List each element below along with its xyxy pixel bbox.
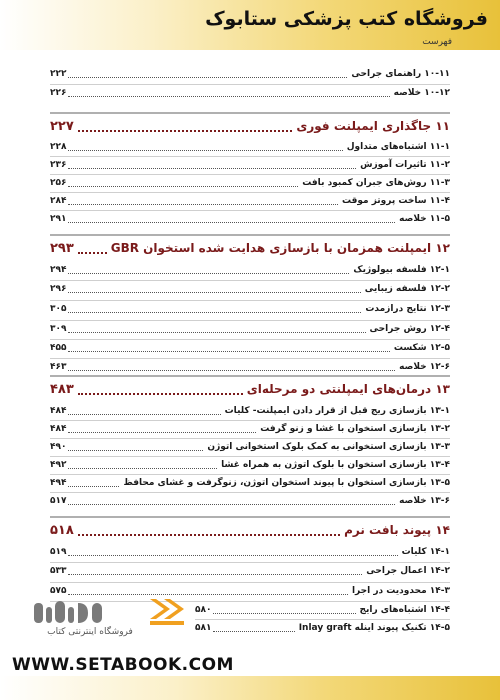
toc-row-title: ۱۴-۱ کلیات (401, 547, 450, 557)
toc-label: فهرست (422, 37, 452, 47)
toc-row-page: ۵۸۱ (195, 623, 212, 633)
chapter-divider (50, 375, 450, 377)
toc-row[interactable] (50, 340, 450, 356)
toc-row[interactable] (50, 403, 450, 419)
toc-row[interactable] (195, 620, 450, 636)
toc-leader-dots (68, 369, 395, 371)
toc-row-page: ۴۵۵ (50, 343, 67, 353)
chapter-title: ۱۲ ایمپلنت همزمان با بازسازی هدایت شده استخوان GBR (110, 241, 450, 255)
toc-leader-dots (68, 167, 356, 169)
toc-row[interactable] (195, 602, 450, 618)
toc-row-title: ۱۲-۳ نتایج درازمدت (365, 304, 450, 314)
toc-row-title: ۱۲-۱ فلسفه بیولوژیک (353, 265, 450, 275)
toc-row-title: ۱۳-۱ بازسازی ریج قبل از قرار دادن ایمپلنت- کلیات (224, 406, 450, 416)
toc-row-title: ۱۳-۳ بازسازی استخوانی به کمک بلوک استخوانی اتوژن (207, 442, 450, 452)
toc-row[interactable] (50, 421, 450, 437)
chapter-heading[interactable] (50, 237, 450, 259)
toc-leader-dots (68, 467, 217, 469)
chapter-title: ۱۴ پیوند بافت نرم (344, 523, 450, 537)
chapter-page: ۴۸۳ (50, 381, 74, 397)
toc-leader-dots (68, 76, 347, 78)
toc-row-page: ۴۶۳ (50, 362, 67, 372)
toc-row-title: ۱۲-۵ شکست (393, 343, 450, 353)
toc-row-title: ۱۳-۴ بازسازی استخوان با بلوک اتوژن به همراه غشا (221, 460, 450, 470)
toc-row-page: ۲۹۶ (50, 284, 67, 294)
toc-row[interactable] (50, 493, 450, 509)
toc-row[interactable] (50, 66, 450, 82)
toc-leader-dots (68, 431, 256, 433)
toc-row-page: ۵۱۹ (50, 547, 67, 557)
toc-row-page: ۳۰۹ (50, 324, 67, 334)
setabook-logo[interactable] (30, 597, 190, 643)
toc-leader-dots (68, 185, 298, 187)
toc-row-page: ۵۳۳ (50, 566, 67, 576)
toc-row-page: ۴۸۴ (50, 424, 67, 434)
chapter-heading[interactable] (50, 115, 450, 137)
toc-leader-dots (68, 311, 361, 313)
toc-row-page: ۴۹۰ (50, 442, 67, 452)
chapter-heading[interactable] (50, 378, 450, 400)
toc-row[interactable] (50, 563, 450, 579)
toc-row[interactable] (50, 85, 450, 101)
toc-row-page: ۲۳۶ (50, 160, 67, 170)
toc-row-title: ۱۲-۴ روش جراحی (369, 324, 450, 334)
toc-leader-dots (68, 331, 365, 333)
chapter-title: ۱۱ جاگذاری ایمپلنت فوری (296, 119, 450, 133)
toc-row-title: ۱۳-۵ بازسازی استخوان با پیوند استخوان اتوژن، زنوگرفت و غشای محافظ (123, 478, 450, 488)
toc-row-title: ۱۱-۲ تاثیرات آموزش (360, 160, 450, 170)
toc-row-title: ۱۴-۲ اعمال جراحی (366, 566, 450, 576)
chapter-title: ۱۳ درمان‌های ایمپلنتی دو مرحله‌ای (246, 382, 450, 396)
toc-row[interactable] (50, 211, 450, 227)
toc-row-title: ۱۱-۵ خلاصه (399, 214, 450, 224)
toc-row-page: ۲۲۸ (50, 142, 67, 152)
toc-leader-dots (68, 554, 397, 556)
toc-row-title: ۱۳-۶ خلاصه (399, 496, 450, 506)
toc-row[interactable] (50, 359, 450, 375)
toc-row-page: ۵۷۵ (50, 586, 67, 596)
chapter-page: ۲۹۳ (50, 240, 74, 256)
chapter-leader-dots (78, 393, 243, 395)
toc-leader-dots (68, 95, 389, 97)
toc-row-page: ۲۲۲ (50, 69, 67, 79)
toc-row-title: ۱۲-۲ فلسفه زیبایی (364, 284, 450, 294)
footer-url[interactable]: WWW.SETABOOK.COM (12, 655, 234, 675)
chapter-heading[interactable] (50, 519, 450, 541)
toc-row[interactable] (50, 262, 450, 278)
toc-row-page: ۴۸۴ (50, 406, 67, 416)
toc-row[interactable] (50, 193, 450, 209)
toc-row-title: ۱۲-۶ خلاصه (399, 362, 450, 372)
toc-row-page: ۲۹۱ (50, 214, 67, 224)
toc-row-page: ۴۹۴ (50, 478, 67, 488)
toc-row[interactable] (50, 281, 450, 297)
store-title: فروشگاه کتب پزشکی ستابوک (205, 8, 488, 30)
toc-leader-dots (68, 503, 395, 505)
toc-row-page: ۵۸۰ (195, 605, 212, 615)
chapter-leader-dots (78, 130, 293, 132)
toc-row[interactable] (50, 439, 450, 455)
toc-row-page: ۵۱۷ (50, 496, 67, 506)
setabook-logo-mark (30, 597, 190, 629)
footer-banner (0, 676, 500, 700)
toc-leader-dots (68, 413, 220, 415)
chapter-leader-dots (78, 534, 340, 536)
toc-leader-dots (68, 449, 203, 451)
toc-row[interactable] (50, 139, 450, 155)
toc-leader-dots (213, 612, 355, 614)
toc-row[interactable] (50, 321, 450, 337)
toc-row-title: ۱۴-۵ تکنیک پیوند اینله Inlay graft (298, 623, 450, 633)
toc-leader-dots (68, 350, 389, 352)
toc-row-page: ۲۹۴ (50, 265, 67, 275)
toc-row-title: ۱۱-۳ روش‌های جبران کمبود بافت (302, 178, 450, 188)
chapter-divider (50, 112, 450, 114)
toc-leader-dots (68, 272, 349, 274)
toc-leader-dots (68, 291, 360, 293)
toc-row-title: ۱۱-۱ اشتباه‌های متداول (346, 142, 450, 152)
toc-leader-dots (68, 573, 362, 575)
chapter-page: ۵۱۸ (50, 522, 74, 538)
toc-leader-dots (68, 221, 395, 223)
toc-row-page: ۳۰۵ (50, 304, 67, 314)
toc-row-title: ۱۰-۱۲ خلاصه (393, 88, 450, 98)
toc-row-title: ۱۳-۲ بازسازی استخوان با غشا و زنو گرفت (260, 424, 450, 434)
toc-row[interactable] (50, 157, 450, 173)
toc-row-page: ۲۵۶ (50, 178, 67, 188)
toc-leader-dots (68, 149, 342, 151)
toc-row-title: ۱۰-۱۱ راهنمای جراحی (351, 69, 450, 79)
toc-leader-dots (68, 203, 337, 205)
chapter-divider (50, 234, 450, 236)
toc-row[interactable] (50, 544, 450, 560)
chapter-divider (50, 516, 450, 518)
toc-leader-dots (213, 630, 294, 632)
logo-tagline: فروشگاه اینترنتی کتاب (47, 627, 133, 637)
toc-row[interactable] (50, 457, 450, 473)
chapter-page: ۲۲۷ (50, 118, 74, 134)
chapter-leader-dots (78, 252, 107, 254)
toc-leader-dots (68, 593, 347, 595)
toc-row[interactable] (50, 301, 450, 317)
toc-row[interactable] (50, 175, 450, 191)
toc-row-page: ۲۸۴ (50, 196, 67, 206)
toc-row-title: ۱۱-۴ ساخت پروتز موقت (341, 196, 450, 206)
toc-row-title: ۱۴-۴ اشتباه‌های رایج (359, 605, 450, 615)
toc-row-page: ۴۹۲ (50, 460, 67, 470)
toc-row-page: ۲۲۶ (50, 88, 67, 98)
toc-leader-dots (68, 485, 119, 487)
toc-row[interactable] (50, 475, 450, 491)
toc-row-title: ۱۴-۳ محدودیت در اجرا (351, 586, 450, 596)
